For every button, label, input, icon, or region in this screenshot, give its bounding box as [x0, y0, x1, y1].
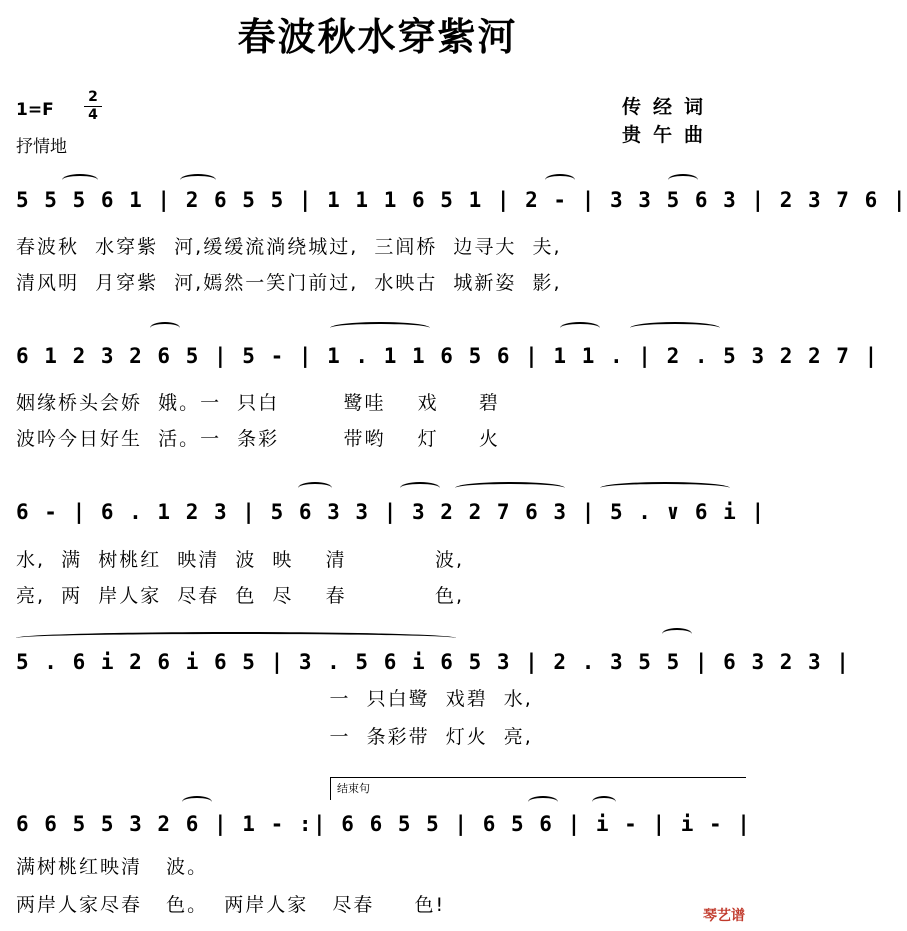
key-signature: 1=F — [16, 100, 54, 120]
slur — [150, 322, 180, 334]
lyric-row-4-verse-1: 一 只白鹭 戏碧 水, — [16, 688, 533, 710]
lyric-row-2-verse-1: 姻缘桥头会娇 娥。一 只白 鹭哇 戏 碧 — [16, 392, 500, 414]
fermata-slur — [592, 796, 616, 808]
slur — [16, 632, 456, 644]
notation-row-5: 6 6 5 5 3 2 6 | 1 - :| 6 6 5 5 | 6 5 6 | i - | i - | — [16, 812, 752, 836]
composer-credit: 贵午曲 — [621, 124, 715, 146]
lyric-row-2-verse-2: 波吟今日好生 活。一 条彩 带哟 灯 火 — [16, 428, 500, 450]
slur — [528, 796, 558, 808]
lyricist-credit: 传经词 — [621, 96, 715, 118]
slur — [62, 174, 98, 186]
lyric-row-3-verse-1: 水, 满 树桃红 映清 波 映 清 波, — [16, 549, 465, 571]
slur — [662, 628, 692, 640]
lyric-row-1-verse-1: 春波秋 水穿紫 河,缓缓流淌绕城过, 三闾桥 边寻大 夫, — [16, 236, 562, 258]
time-signature — [84, 90, 102, 123]
lyric-row-3-verse-2: 亮, 两 岸人家 尽春 色 尽 春 色, — [16, 585, 465, 607]
slur — [560, 322, 600, 334]
notation-row-1: 5 5 5 6 1 | 2 6 5 5 | 1 1 1 6 5 1 | 2 - | 3 3 5 6 3 | 2 3 7 6 | — [16, 188, 907, 212]
site-logo: 琴艺谱 — [703, 908, 745, 924]
ending-label: 结束句 — [337, 782, 370, 795]
slur — [180, 174, 216, 186]
song-title: 春波秋水穿紫河 — [237, 15, 518, 59]
lyric-row-4-verse-2: 一 条彩带 灯火 亮, — [16, 726, 533, 748]
time-numerator: 2 — [88, 89, 98, 105]
slur — [400, 482, 440, 494]
slur — [545, 174, 575, 186]
time-denominator: 4 — [88, 107, 98, 123]
lyric-row-1-verse-2: 清风明 月穿紫 河,嫣然一笑门前过, 水映古 城新姿 影, — [16, 272, 562, 294]
slur — [182, 796, 212, 808]
slur — [668, 174, 698, 186]
lyric-row-5-verse-2: 两岸人家尽春 色。 两岸人家 尽春 色! — [16, 894, 446, 916]
notation-row-3: 6 - | 6 . 1 2 3 | 5 6 3 3 | 3 2 2 7 6 3 | 5 . ∨ 6 i | — [16, 500, 766, 524]
slur — [630, 322, 720, 334]
slur — [330, 322, 430, 334]
slur — [600, 482, 730, 494]
tempo-marking: 抒情地 — [16, 137, 67, 157]
lyric-row-5-verse-1: 满树桃红映清 波。 — [16, 856, 209, 878]
slur — [298, 482, 332, 494]
slur — [455, 482, 565, 494]
notation-row-2: 6 1 2 3 2 6 5 | 5 - | 1 . 1 1 6 5 6 | 1 1 . | 2 . 5 3 2 2 7 | — [16, 344, 879, 368]
notation-row-4: 5 . 6 i 2 6 i 6 5 | 3 . 5 6 i 6 5 3 | 2 . 3 5 5 | 6 3 2 3 | — [16, 650, 851, 674]
